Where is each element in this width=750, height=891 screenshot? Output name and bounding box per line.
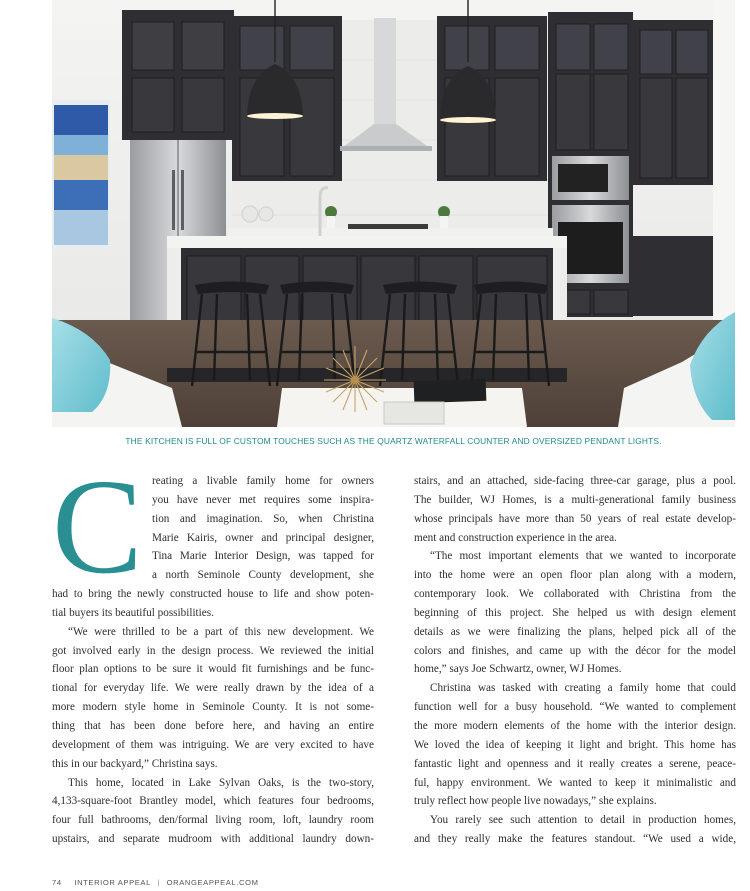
text-line: and they really make the features standout. “We used a wide, [414,833,736,846]
text-line: more modern style home in Seminole County. It is not some- [52,701,374,714]
page-footer [52,878,259,887]
kitchen-photo [52,0,735,427]
text-line: stairs, and an attached, side-facing three-car garage, plus a pool. [414,475,736,487]
article-column-right [414,472,736,849]
text-line: got involved early in the design process. We reviewed the initial [52,644,374,657]
text-line: Christina was tasked with creating a family home that could [430,682,736,695]
text-line: home,” says Joe Schwartz, owner, WJ Homes. [414,663,622,676]
publication-name: INTERIOR APPEAL [74,878,151,887]
text-line: 4,133-square-foot Brantley model, which features four bedrooms, [52,795,374,808]
text-line: the more modern elements of the home with the interior design. [414,719,736,732]
text-line: colors and finishes, and came up with the décor for the model [414,644,736,657]
footer-separator: | [157,878,160,887]
text-line: details as we were finalizing the plans, helped pick all of the [414,625,736,638]
text-line: Marie Kairis, owner and principal designer, [152,531,374,544]
text-line: thing that has been done before here, and having an entire [52,719,374,732]
text-line: truly reflect how people live nowadays,” she explains. [414,795,657,808]
text-line: “We were thrilled to be a part of this new development. We [68,625,374,638]
text-line: This home, located in Lake Sylvan Oaks, is the two-story, [68,776,374,789]
text-line: tional for everyday life. We were really drawn by the idea of a [52,682,374,695]
text-line: contemporary look. We collaborated with Christina from the [414,588,736,601]
page-number: 74 [52,878,62,887]
text-line: ment and construction experience in the area. [414,531,617,544]
text-line: You rarely see such attention to detail in production homes, [430,814,736,827]
text-line: ful, happy environment. We wanted to keep it minimalistic and [414,776,736,789]
text-line: We loved the idea of keeping it light and bright. This home has [414,738,736,751]
drop-cap: C [52,452,143,602]
text-line: development of them was intriguing. We are very excited to have [52,738,374,751]
photo-caption: THE KITCHEN IS FULL OF CUSTOM TOUCHES SUCH AS THE QUARTZ WATERFALL COUNTER AND OVERSIZED PENDANT LIGHTS. [125,436,662,446]
text-line: tial buyers its beautiful possibilities. [52,606,214,619]
text-line: had to bring the newly constructed house to life and show poten- [52,588,374,601]
text-line: The builder, WJ Homes, is a multi-generational family business [414,493,736,506]
text-line: function well for a busy household. “We wanted to complement [414,701,736,714]
article-column-left [52,472,374,849]
text-line: tion and imagination. So, when Christina [152,512,374,525]
text-line: you have never met requires some inspira- [152,493,374,506]
text-line: a north Seminole County development, she [152,569,374,582]
text-line: upstairs, and separate mudroom with additional laundry down- [52,833,374,846]
text-line: reating a livable family home for owners [152,475,374,487]
kitchen-illustration [52,0,735,427]
text-line: floor plan options to be sure it would fit furnishings and be func- [52,663,374,676]
text-line: Tina Marie Interior Design, was tapped for [152,550,374,563]
text-line: whose principals have more than 50 years of real estate develop- [414,512,736,525]
publication-website: ORANGEAPPEAL.COM [166,878,259,887]
text-line: fantastic light and openness and it really creates a serene, peace- [414,757,736,770]
text-line: beginning of this project. She helped us with design element [414,606,736,619]
text-line: into the home were an open floor plan along with a modern, [414,569,736,582]
text-line: this in our backyard,” Christina says. [52,757,218,770]
text-line: four full bathrooms, den/formal living room, loft, laundry room [52,814,374,827]
text-line: “The most important elements that we wanted to incorporate [430,550,736,563]
